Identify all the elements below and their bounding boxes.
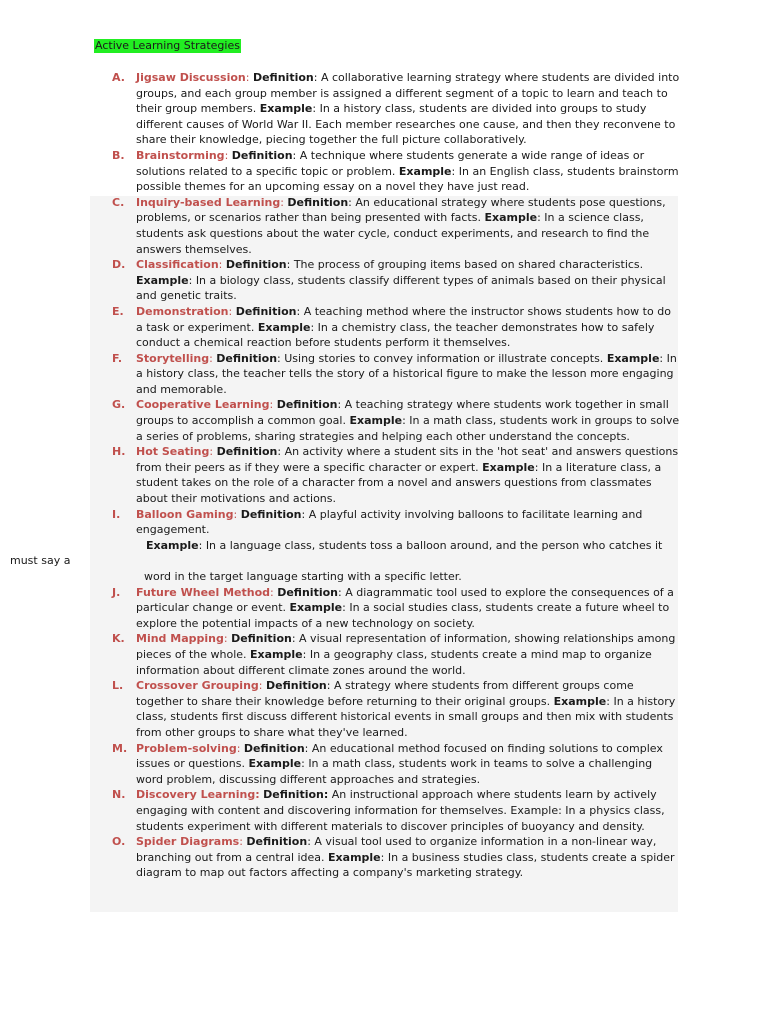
list-item: E. Demonstration: Definition: A teaching method where the instructor shows students how to do a task or experiment. Example: In a chemistry class, the teacher demonstrates how to safely conduct a chemical reaction before students perform it themselves. xyxy=(112,304,671,350)
example-label: Example xyxy=(328,850,381,864)
strategy-name: Balloon Gaming xyxy=(136,507,234,521)
example-text: In a math class, students work in teams to solve a challenging word problem, discussing different approaches and strategies. xyxy=(136,757,653,786)
example-label: Example xyxy=(482,460,535,474)
item-marker: G. xyxy=(112,398,126,412)
item-marker: I. xyxy=(112,507,121,521)
definition-label: Definition xyxy=(276,398,338,412)
item-marker: B. xyxy=(112,148,125,162)
definition-label: Definition xyxy=(216,445,278,459)
item-marker: O. xyxy=(112,835,126,849)
list-item: J. Future Wheel Method: Definition: A diagrammatic tool used to explore the consequences of a particular change or event. Example: In a social studies class, students create a future wheel to explore the potential impacts of a new technology on society. xyxy=(112,585,674,630)
item-marker: K. xyxy=(112,632,125,646)
strategy-name: Mind Mapping xyxy=(136,632,224,646)
example-label: Example xyxy=(553,694,607,708)
list-item: B. Brainstorming: Definition: A technique where students generate a wide range of ideas or solutions related to a specific topic or problem. Example: In an English class, students brainstorm possible themes for an upcoming essay on a novel they have just read. xyxy=(112,148,679,194)
example-label: Example xyxy=(606,351,660,365)
item-marker: J. xyxy=(112,585,121,599)
list-item: M. Problem-solving: Definition: An educational method focused on finding solutions to complex issues or questions. Example: In a math class, students work in teams to solve a challenging word problem, discussing different approaches and strategies. xyxy=(112,741,663,786)
example-text: In a history class, the teacher tells the story of a historical figure to make the lesson more engaging and memorable. xyxy=(136,351,677,396)
list-item: D. Classification: Definition: The process of grouping items based on shared characteristics. Example: In a biology class, students classify different types of animals based on their physical and genetic traits. xyxy=(112,258,666,303)
list-item: H. Hot Seating: Definition: An activity where a student sits in the 'hot seat' and answers questions from their peers as if they were a specific character or expert. Example: In a literature class, a student takes on the role of a character from a novel and answers questions from classmates about their motivations and actions. xyxy=(112,445,679,506)
page-title: Active Learning Strategies xyxy=(95,39,240,52)
definition-label: Definition xyxy=(240,507,302,521)
strategy-name: Hot Seating xyxy=(136,445,210,459)
strategy-name: Future Wheel Method xyxy=(136,585,271,599)
definition-label: Definition xyxy=(225,258,287,272)
item-marker: F. xyxy=(112,351,123,365)
definition-text: The process of grouping items based on shared characteristics. xyxy=(293,258,644,272)
list-item: L. Crossover Grouping: Definition: A strategy where students from different groups come together to share their knowledge before returning to their original groups. Example: In a history class, students first discuss different historical events in small groups and then mix with students from other groups to share what they've learned. xyxy=(112,679,676,739)
strategy-name: Discovery Learning: xyxy=(136,788,260,802)
example-text: In a math class, students work in groups to solve a series of problems, sharing strategies and helping each other understand the concepts. xyxy=(136,414,680,443)
list-item: G. Cooperative Learning: Definition: A teaching strategy where students work together in small groups to accomplish a common goal. Example: In a math class, students work in groups to solve a series of problems, sharing strategies and helping each other understand the concepts. xyxy=(112,398,680,443)
item-marker: E. xyxy=(112,304,124,318)
strategy-name: Demonstration xyxy=(136,304,229,318)
strategy-name: Crossover Grouping xyxy=(136,679,259,693)
list-item: A. Jigsaw Discussion: Definition: A collaborative learning strategy where students are divided into groups, and each group member is assigned a different segment of a topic to learn and teach to their group members. Example: In a history class, students are divided into groups to study different causes of World War II. Each member researches one cause, and then they reconvene to share their knowledge, piecing together the full picture collaboratively. xyxy=(112,71,680,147)
definition-label: Definition xyxy=(277,585,338,599)
item-marker: D. xyxy=(112,258,126,272)
item-marker: N. xyxy=(112,788,126,802)
definition-label: Definition xyxy=(287,195,349,209)
example-text: In a science class, students ask questions about the water cycle, conduct experiments, and research to find the answers themselves. xyxy=(136,211,650,256)
list-item: F. Storytelling: Definition: Using stories to convey information or illustrate concepts. Example: In a history class, the teacher tells the story of a historical figure to make the lesson more engaging and memorable. xyxy=(112,351,677,396)
example-label: Example xyxy=(248,757,302,771)
example-label: Example xyxy=(250,647,303,661)
example-label: Example xyxy=(349,414,403,428)
definition-label: Definition xyxy=(266,679,327,693)
list-item xyxy=(112,787,680,834)
strategy-list xyxy=(10,70,680,881)
strategy-name: Spider Diagrams xyxy=(136,835,240,849)
definition-text: An activity where a student sits in the 'hot seat' and answers questions from their peers as if they were a specific character or expert. xyxy=(136,445,679,474)
definition-text: A visual representation of information, showing relationships among pieces of the whole. xyxy=(136,632,676,661)
strategy-name: Problem-solving xyxy=(136,741,237,755)
definition-text: A strategy where students from different groups come together to share their knowledge before returning to their original groups. xyxy=(136,679,634,708)
definition-label: Definition xyxy=(252,71,314,84)
definition-text: A playful activity involving balloons to facilitate learning and engagement. xyxy=(136,507,643,537)
definition-label: Definition xyxy=(216,351,278,365)
example-label: Example xyxy=(484,211,538,225)
definition-text: A technique where students generate a wide range of ideas or solutions related to a specific topic or problem. xyxy=(136,148,645,178)
example-label: Example xyxy=(257,320,311,334)
strategy-name: Inquiry-based Learning xyxy=(136,195,281,209)
item-marker: L. xyxy=(112,679,124,693)
strategy-name: Classification xyxy=(136,258,219,272)
item-marker: C. xyxy=(112,195,125,209)
strategy-name: Storytelling xyxy=(136,351,210,365)
example-text: In a chemistry class, the teacher demonstrates how to safely conduct a chemical reaction before students perform it themselves. xyxy=(136,320,655,350)
example-text: In a history class, students first discuss different historical events in small groups and then mix with students from other groups to share what they've learned. xyxy=(136,694,676,739)
list-item: I. Balloon Gaming: Definition: A playful activity involving balloons to facilitate learning and engagement. Example: In a language class, students toss a balloon around, and the person who catches it must say a word in the target language starting with a specific letter. xyxy=(136,507,680,585)
list-item: O. Spider Diagrams: Definition: A visual tool used to organize information in a non-linear way, branching out from a central idea. Example: In a business studies class, students create a spider diagram to map out factors affecting a company's marketing strategy. xyxy=(112,835,675,880)
example-continuation: word in the target language starting with a specific letter. xyxy=(144,570,462,583)
definition-label: Definition: xyxy=(263,788,329,802)
strategy-name: Cooperative Learning xyxy=(136,398,270,412)
strategy-name: Brainstorming xyxy=(136,148,225,162)
strategy-name: Jigsaw Discussion xyxy=(136,71,246,84)
definition-label: Definition xyxy=(231,632,292,646)
example-text: In a geography class, students create a mind map to organize information about different climate zones around the world. xyxy=(136,647,652,677)
example-label: Example xyxy=(289,601,343,615)
example-text: In a business studies class, students create a spider diagram to map out factors affecting a company's marketing strategy. xyxy=(136,850,675,880)
definition-text: A collaborative learning strategy where students are divided into groups, and each group member is assigned a different segment of a topic to learn and teach to their group members. xyxy=(136,71,680,116)
item-marker: H. xyxy=(112,445,126,459)
example-text: In an English class, students brainstorm possible themes for an upcoming essay on a novel they have just read. xyxy=(136,164,679,194)
definition-text: An instructional approach where students learn by actively engaging with content and discovering information for themselves. Example: In a physics class, students experiment with different materials to discover principles of buoyancy and density. xyxy=(136,788,665,833)
example-text: In a biology class, students classify different types of animals based on their physical and genetic traits. xyxy=(136,273,666,303)
definition-text: A diagrammatic tool used to explore the consequences of a particular change or event. xyxy=(136,585,674,615)
definition-label: Definition xyxy=(243,741,305,755)
definition-label: Definition xyxy=(231,148,293,162)
definition-text: An educational strategy where students pose questions, problems, or scenarios rather than being presented with facts. xyxy=(136,195,666,225)
definition-label: Definition xyxy=(235,304,297,318)
example-text: In a social studies class, students create a future wheel to explore the potential impacts of a new technology on society. xyxy=(136,601,670,630)
definition-text: A teaching method where the instructor shows students how to do a task or experiment. xyxy=(136,304,671,334)
item-marker: M. xyxy=(112,741,128,755)
definition-label: Definition xyxy=(246,835,308,849)
example-text: In a literature class, a student takes on the role of a character from a novel and answers questions from classmates about their motivations and actions. xyxy=(136,460,662,506)
example-label: Example xyxy=(136,273,189,287)
example-text: In a language class, students toss a balloon around, and the person who catches it must say a xyxy=(10,538,663,568)
example-label: Example xyxy=(146,538,199,552)
definition-text: An educational method focused on finding solutions to complex issues or questions. xyxy=(136,741,663,771)
definition-text: A teaching strategy where students work together in small groups to accomplish a common goal. xyxy=(136,398,669,428)
list-item: C. Inquiry-based Learning: Definition: An educational strategy where students pose questions, problems, or scenarios rather than being presented with facts. Example: In a science class, students ask questions about the water cycle, conduct experiments, and research to find the answers themselves. xyxy=(112,195,666,256)
definition-text: A visual tool used to organize information in a non-linear way, branching out from a central idea. xyxy=(136,835,657,864)
item-marker: A. xyxy=(112,71,125,84)
example-text: In a history class, students are divided into groups to study different causes of World War II. Each member researches one cause, and then they reconvene to share their knowledge, piecing together the full picture collaboratively. xyxy=(136,102,676,147)
list-item: K. Mind Mapping: Definition: A visual representation of information, showing relationships among pieces of the whole. Example: In a geography class, students create a mind map to organize information about different climate zones around the world. xyxy=(112,632,676,677)
definition-text: Using stories to convey information or illustrate concepts. xyxy=(284,351,604,365)
example-label: Example xyxy=(398,164,452,178)
example-label: Example xyxy=(259,102,313,116)
